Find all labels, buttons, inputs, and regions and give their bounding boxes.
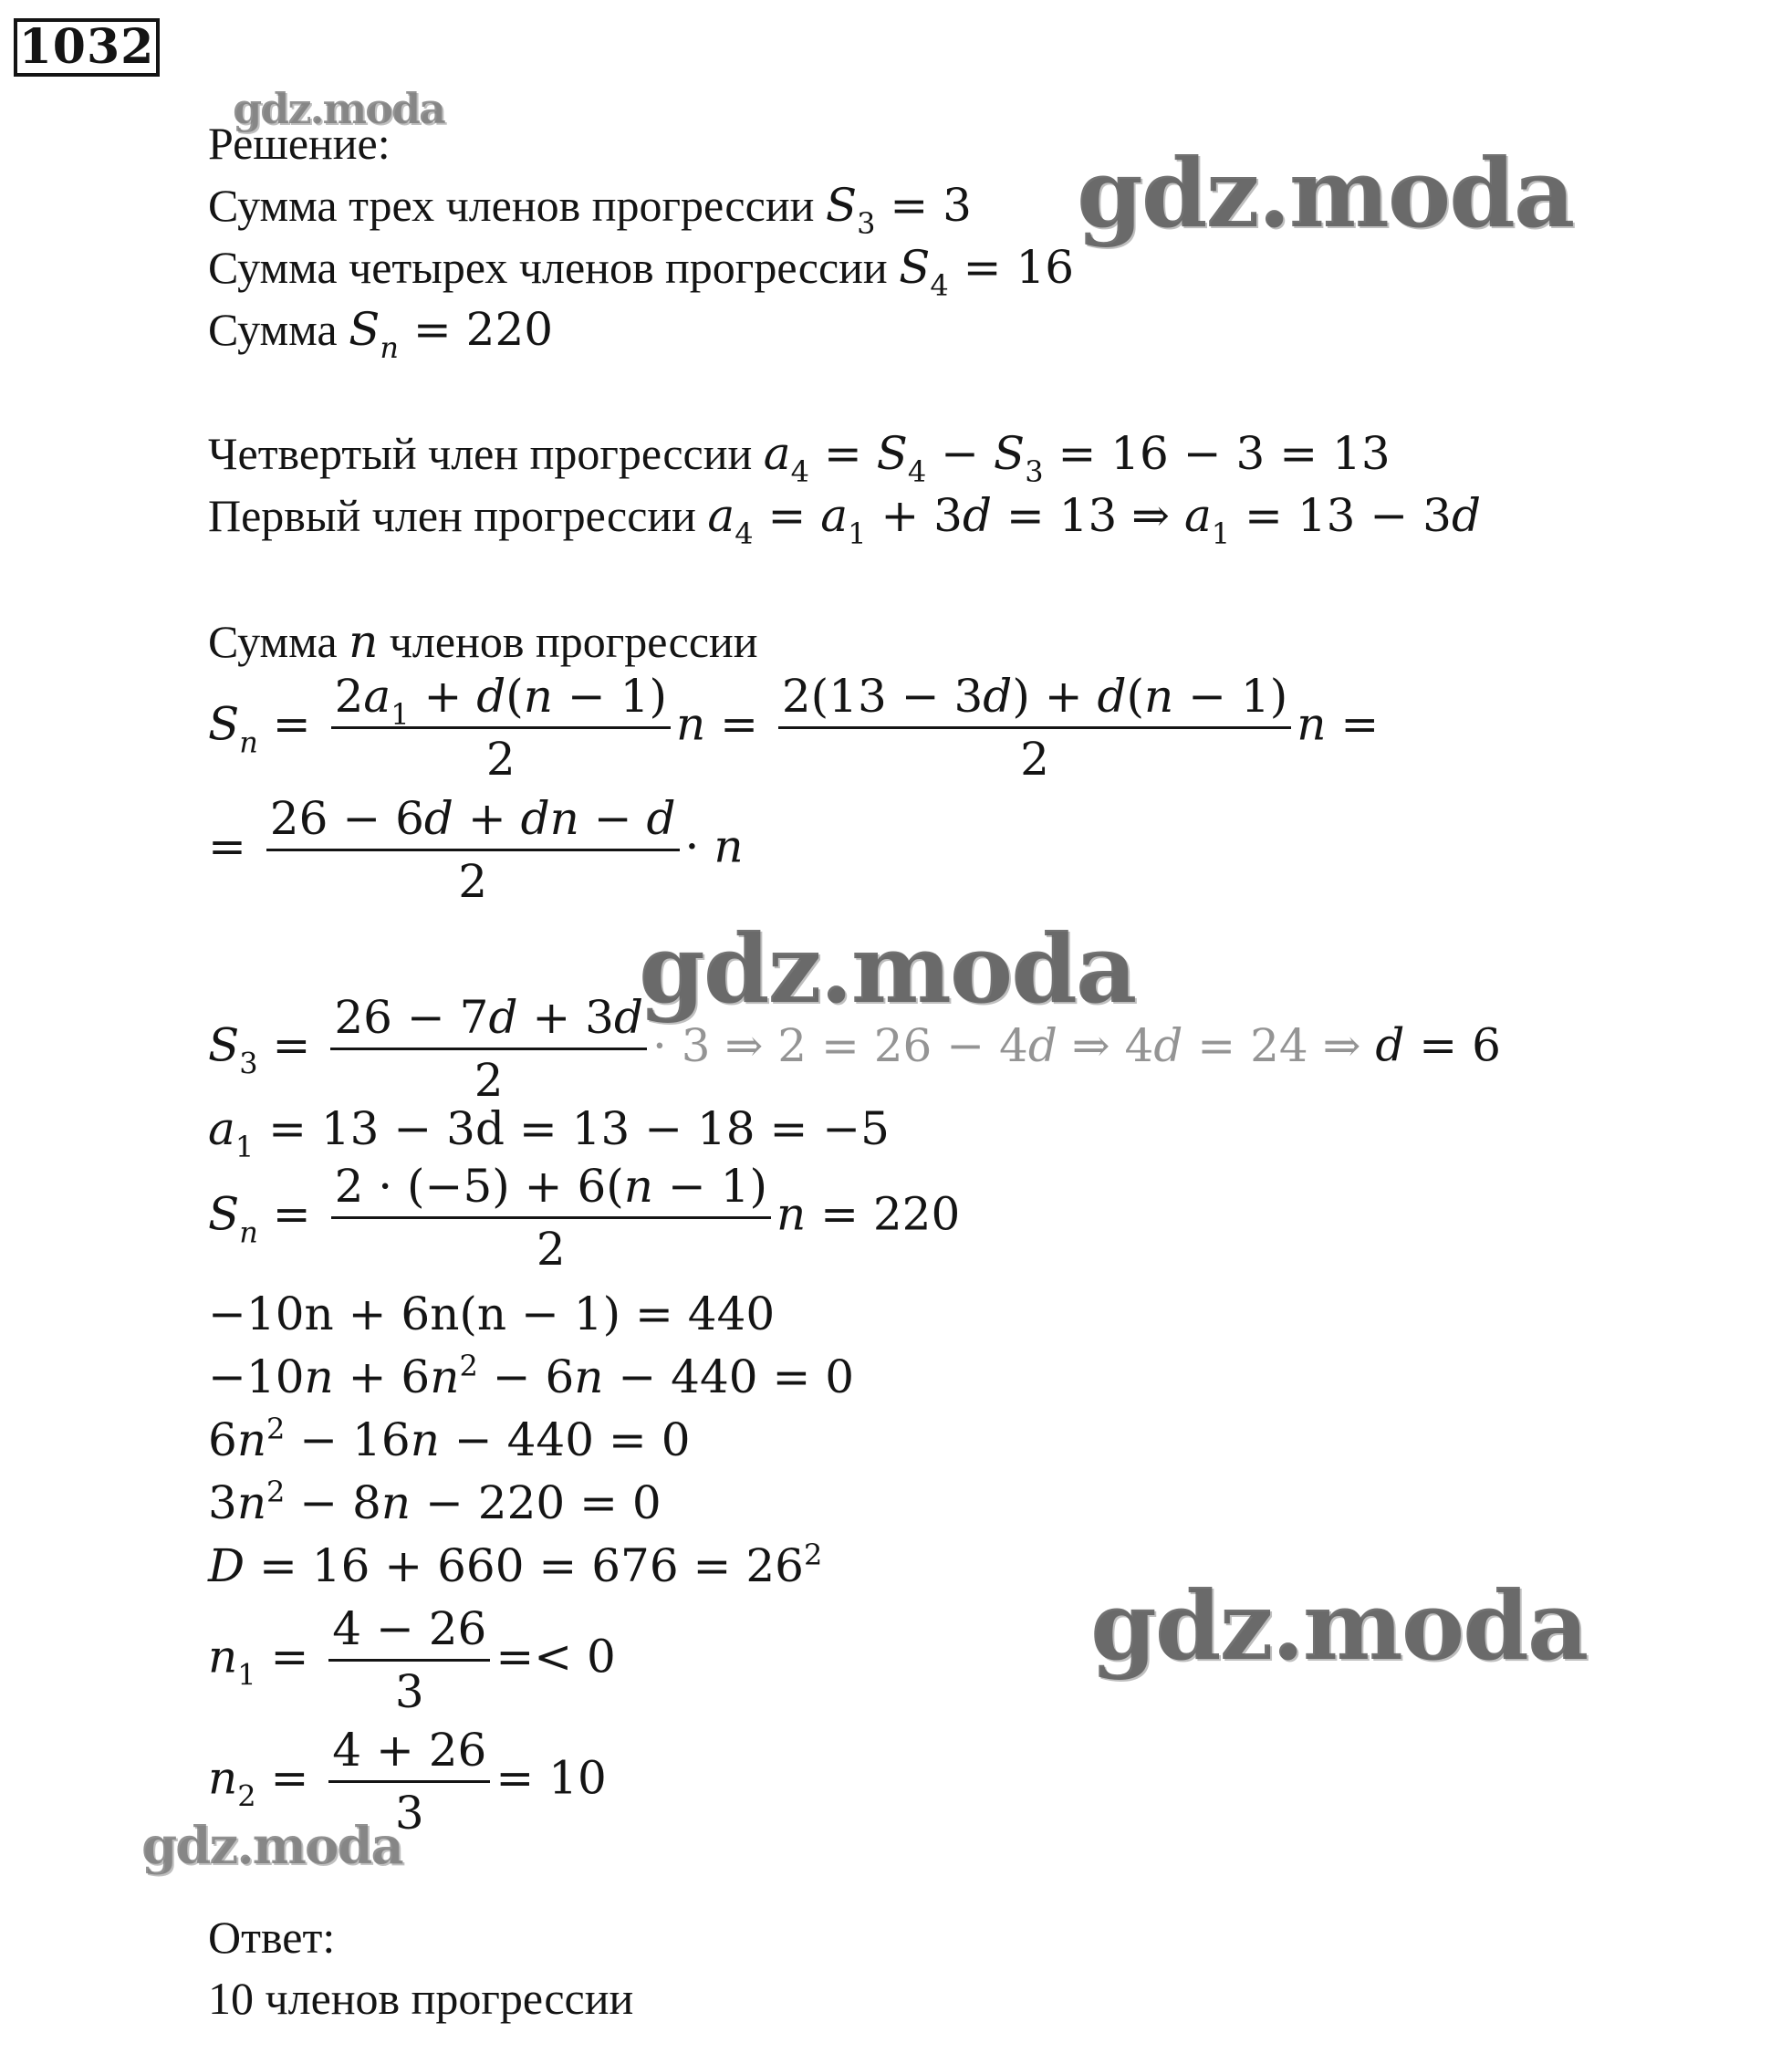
watermark: gdz.moda [639,912,1136,1025]
sum-n-prefix: Сумма [208,616,349,667]
sum-n-terms-line: Сумма n членов прогрессии [208,615,758,668]
sum3-text: Сумма трех членов прогрессии [208,180,826,231]
eq3: $6n^2 - 16n - 440 = 0$ [208,1412,691,1466]
s3-equation: $S_3$ = $\frac{26 - 7d + 3d}{2}$ · 3 ⇒ 2 = 26 − 4d ⇒ 4d = 24 ⇒ d = 6 [208,991,1501,1107]
fourth-expr: = 16 − 3 = 13 [1057,427,1391,480]
sn-formula: $S_n$ = $\frac{2a_1 + d(n - 1)}{2}$ n = $\frac{2(13 - 3d) + d(n - 1)}{2}$ n = [208,670,1380,786]
sum3-value: 3 [943,179,972,232]
eq4: $3n^2 - 8n - 220 = 0$ [208,1475,662,1529]
problem-number: 1032 [14,18,160,77]
sum4-line: Сумма четырех членов прогрессии $S_4 = 16$ [208,241,1075,303]
first-expr-b: = 13 − 3 [1245,489,1452,542]
sum4-text: Сумма четырех членов прогрессии [208,242,900,293]
watermark: gdz.moda [1090,1569,1588,1682]
first-expr-a: = 13 ⇒ [1005,489,1184,542]
sn-220-line: $S_n$ = $\frac{2 \cdot (-5) + 6(n - 1)}{2}$ n = 220 [208,1160,961,1276]
n2-result: = 10 [495,1751,607,1805]
sumn-text: Сумма [208,304,349,355]
sum3-line: Сумма трех членов прогрессии $S_3 = 3$ [208,179,972,241]
answer-text: 10 членов прогрессии [208,1973,634,2024]
eq2: $-10n + 6n^2 - 6n - 440 = 0$ [208,1349,855,1403]
watermark: gdz.moda [1077,137,1574,249]
a1-line: $a_1 = 13 - 3d = 13 - 18 = -5$ [208,1102,890,1164]
sn-simplified: = $\frac{26 - 6d + dn - d}{2}$ · n [208,792,744,908]
sumn-line: Сумма $S_n = 220$ [208,303,554,365]
sum-n-suffix: членов прогрессии [378,616,758,667]
sum4-value: 16 [1016,241,1075,294]
n1-line: $n_1$ = $\frac{4 - 26}{3}$ =< 0 [208,1602,616,1718]
a1-result: = 13 − 3d = 13 − 18 = −5 [268,1102,890,1155]
first-text: Первый член прогрессии [208,490,708,541]
watermark: gdz.moda [233,84,444,133]
watermark: gdz.moda [141,1816,402,1876]
fourth-term-line: Четвертый член прогрессии $a_4 = S_4 - S_3 = 16 - 3 = 13$ [208,427,1391,489]
answer-label: Ответ: [208,1912,336,1963]
sumn-value: 220 [465,303,554,356]
discriminant-rest: = 676 = 26 [538,1539,804,1592]
n1-result: =< 0 [495,1630,616,1684]
first-term-line: Первый член прогрессии $a_4 = a_1 + 3d = 13$ ⇒ $a_1 = 13 - 3d$ [208,489,1481,551]
solution-label: Решение: [208,118,391,169]
discriminant: $D = 16 + 660 = 676 = 26^2$ [208,1538,823,1592]
n2-line: $n_2$ = $\frac{4 + 26}{3}$ = 10 [208,1724,607,1840]
eq1: −10n + 6n(n − 1) = 440 [208,1287,776,1340]
fourth-text: Четвертый член прогрессии [208,428,764,479]
